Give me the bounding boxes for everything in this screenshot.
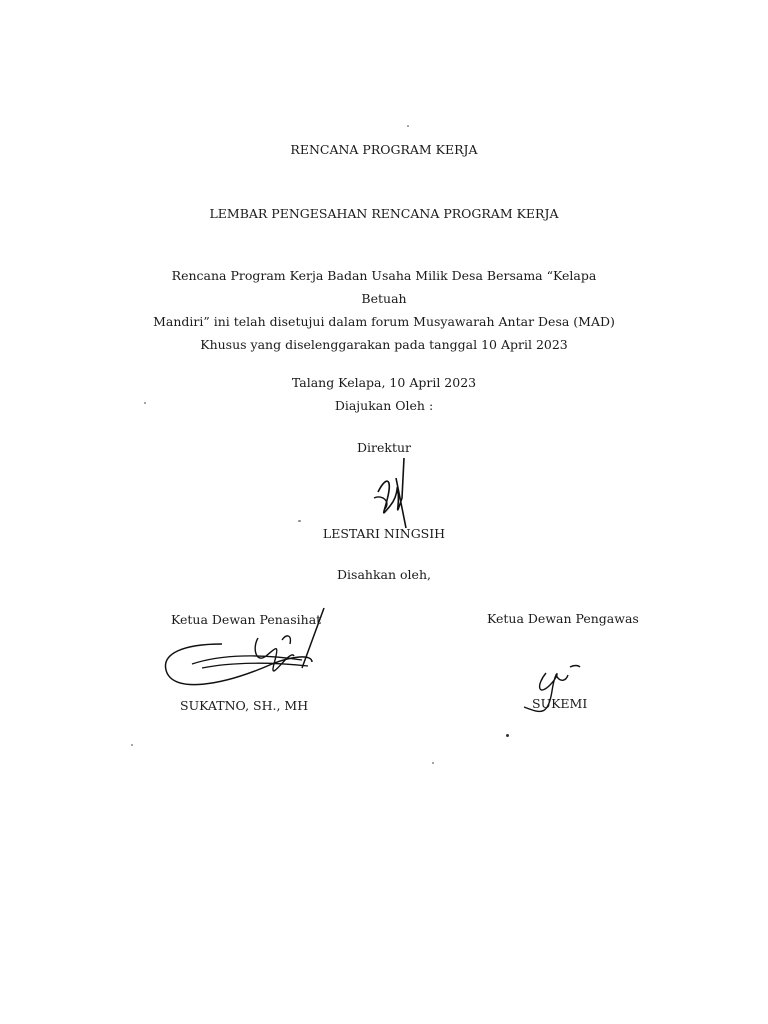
scan-speck bbox=[506, 734, 509, 737]
paragraph-line: Mandiri” ini telah disetujui dalam forum Musyawarah Antar Desa (MAD) bbox=[153, 314, 615, 329]
director-name: LESTARI NINGSIH bbox=[322, 526, 446, 541]
advisor-name: SUKATNO, SH., MH bbox=[180, 698, 309, 713]
supervisor-role: Ketua Dewan Pengawas bbox=[487, 611, 639, 626]
paragraph-line: Rencana Program Kerja Badan Usaha Milik Desa Bersama “Kelapa Betuah bbox=[171, 268, 597, 306]
submitted-by-label: Diajukan Oleh : bbox=[334, 398, 434, 413]
scan-speck bbox=[407, 125, 409, 127]
supervisor-name: SUKEMI bbox=[532, 696, 588, 711]
advisor-signature bbox=[162, 604, 332, 704]
approval-paragraph bbox=[150, 264, 618, 356]
document-subtitle: LEMBAR PENGESAHAN RENCANA PROGRAM KERJA bbox=[209, 206, 559, 221]
place-date: Talang Kelapa, 10 April 2023 bbox=[291, 375, 477, 390]
paragraph-line: Khusus yang diselenggarakan pada tanggal 10 April 2023 bbox=[200, 337, 568, 352]
scan-speck bbox=[298, 520, 301, 522]
scan-speck bbox=[131, 744, 133, 746]
director-role: Direktur bbox=[356, 440, 412, 455]
document-title: RENCANA PROGRAM KERJA bbox=[290, 142, 478, 157]
advisor-role: Ketua Dewan Penasihat bbox=[171, 612, 322, 627]
approved-by-label: Disahkan oleh, bbox=[337, 567, 431, 582]
scan-speck bbox=[432, 762, 434, 764]
scan-speck bbox=[144, 402, 146, 404]
